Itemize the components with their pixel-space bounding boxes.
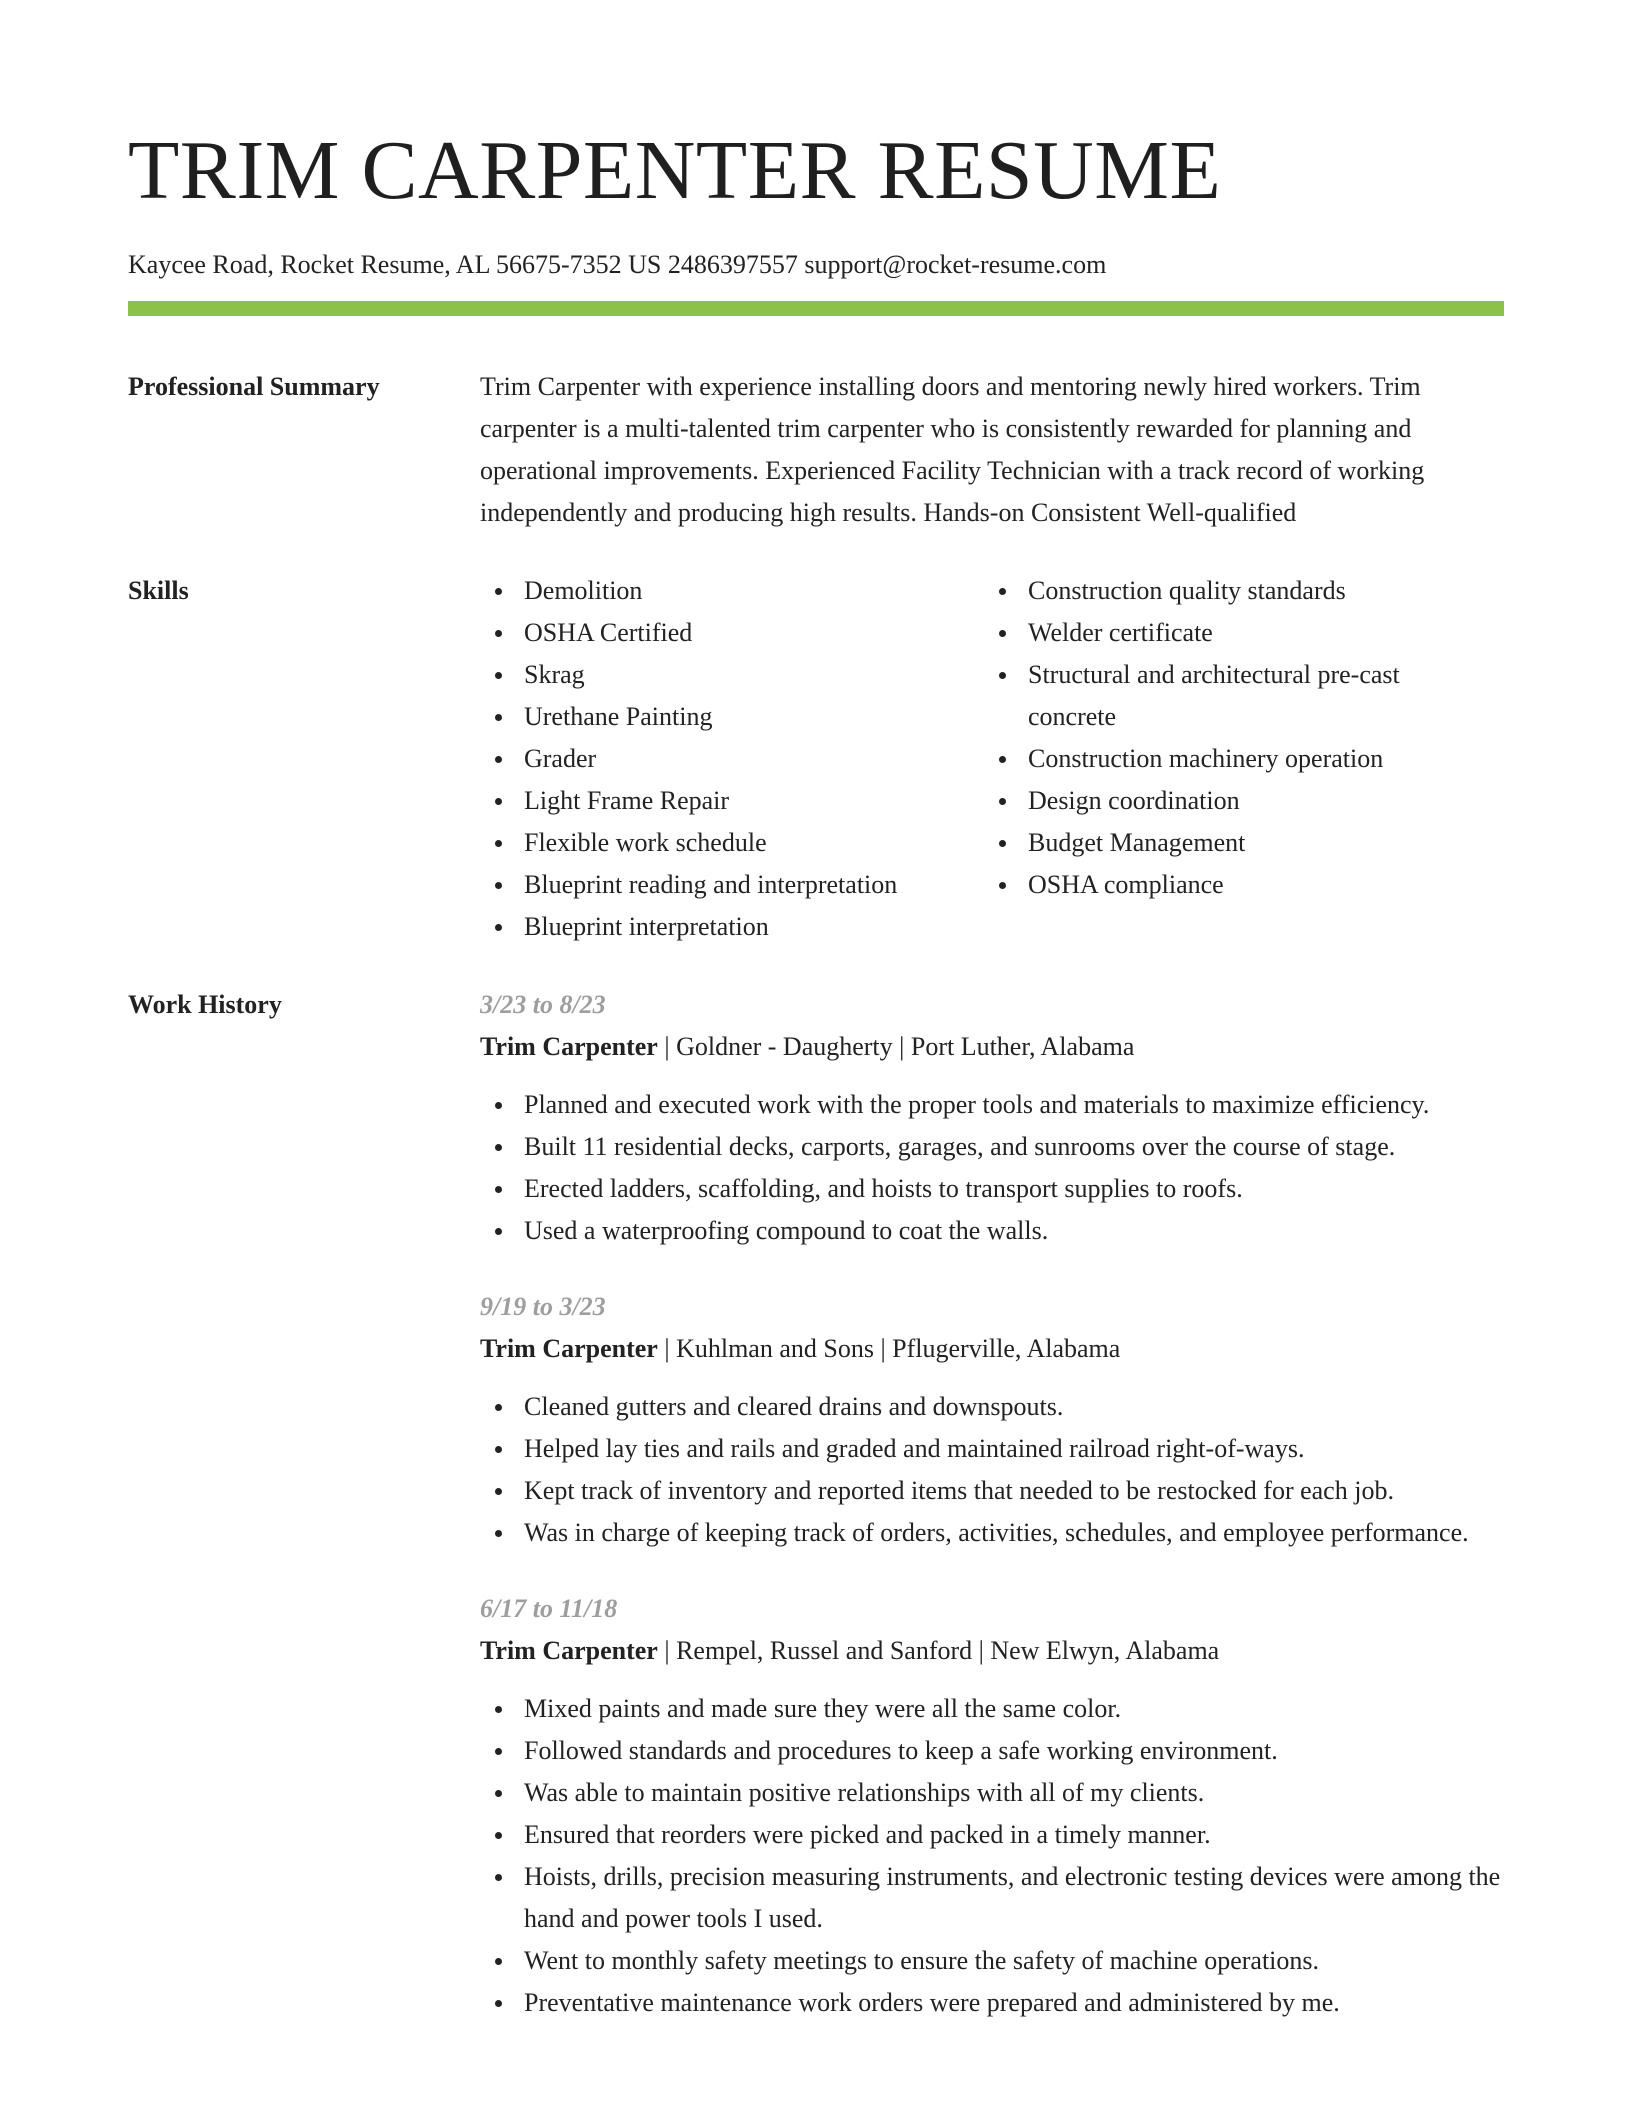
job-role: Trim Carpenter	[480, 1032, 658, 1061]
job-duty: Helped lay ties and rails and graded and maintained railroad right-of-ways.	[480, 1428, 1504, 1470]
job-duty: Erected ladders, scaffolding, and hoists to transport supplies to roofs.	[480, 1168, 1504, 1210]
skill-item: OSHA compliance	[984, 864, 1488, 906]
job-duty: Was in charge of keeping track of orders, activities, schedules, and employee performance.	[480, 1512, 1504, 1554]
job-entry	[480, 1588, 1504, 2024]
skill-item: Grader	[480, 738, 984, 780]
resume-title: TRIM CARPENTER RESUME	[128, 124, 1222, 217]
summary-section	[128, 366, 1504, 534]
skills-list-left	[480, 570, 984, 948]
skills-list-right	[984, 570, 1488, 948]
skills-heading: Skills	[128, 576, 189, 605]
job-duty: Built 11 residential decks, carports, garages, and sunrooms over the course of stage.	[480, 1126, 1504, 1168]
job-role: Trim Carpenter	[480, 1636, 658, 1665]
job-company-location: | Goldner - Daugherty | Port Luther, Alabama	[657, 1032, 1135, 1061]
job-duty: Cleaned gutters and cleared drains and downspouts.	[480, 1386, 1504, 1428]
job-title-line	[480, 1026, 1504, 1068]
job-duty: Used a waterproofing compound to coat the walls.	[480, 1210, 1504, 1252]
job-duty: Mixed paints and made sure they were all the same color.	[480, 1688, 1504, 1730]
job-duties	[480, 1688, 1504, 2024]
job-duty: Hoists, drills, precision measuring instruments, and electronic testing devices were among the hand and power tools I used.	[480, 1856, 1504, 1940]
skill-item: Construction machinery operation	[984, 738, 1488, 780]
skill-item: Structural and architectural pre-cast concrete	[984, 654, 1488, 738]
skill-item: Flexible work schedule	[480, 822, 984, 864]
job-duty: Planned and executed work with the proper tools and materials to maximize efficiency.	[480, 1084, 1504, 1126]
job-duty: Was able to maintain positive relationships with all of my clients.	[480, 1772, 1504, 1814]
skill-item: Budget Management	[984, 822, 1488, 864]
contact-line: Kaycee Road, Rocket Resume, AL 56675-7352 US 2486397557 support@rocket-resume.com	[128, 250, 1107, 279]
skill-item: Design coordination	[984, 780, 1488, 822]
job-entry	[480, 984, 1504, 1252]
work-history-section	[128, 984, 1504, 2024]
skill-item: Blueprint reading and interpretation	[480, 864, 984, 906]
work-history-list	[480, 984, 1504, 2024]
skill-item: Demolition	[480, 570, 984, 612]
job-role: Trim Carpenter	[480, 1334, 658, 1363]
job-dates: 3/23 to 8/23	[480, 990, 606, 1019]
job-duties	[480, 1084, 1504, 1252]
skill-item: Construction quality standards	[984, 570, 1488, 612]
job-duty: Preventative maintenance work orders were prepared and administered by me.	[480, 1982, 1504, 2024]
skill-item: Skrag	[480, 654, 984, 696]
job-entry	[480, 1286, 1504, 1554]
skill-item: Welder certificate	[984, 612, 1488, 654]
skill-item: Blueprint interpretation	[480, 906, 984, 948]
job-title-line	[480, 1630, 1504, 1672]
job-duty: Ensured that reorders were picked and packed in a timely manner.	[480, 1814, 1504, 1856]
resume-page	[128, 124, 1504, 2024]
skills-section	[128, 570, 1504, 948]
job-dates: 6/17 to 11/18	[480, 1594, 618, 1623]
summary-heading: Professional Summary	[128, 372, 380, 401]
skill-item: Light Frame Repair	[480, 780, 984, 822]
job-duties	[480, 1386, 1504, 1554]
job-company-location: | Rempel, Russel and Sanford | New Elwyn, Alabama	[657, 1636, 1220, 1665]
summary-text: Trim Carpenter with experience installing doors and mentoring newly hired workers. Trim carpenter is a multi-talented trim carpenter who is consistently rewarded for planning and operational improvements. Experienced Facility Technician with a track record of working independently and producing high results. Hands-on Consistent Well-qualified	[480, 372, 1425, 527]
job-dates: 9/19 to 3/23	[480, 1292, 606, 1321]
job-title-line	[480, 1328, 1504, 1370]
job-company-location: | Kuhlman and Sons | Pflugerville, Alabama	[657, 1334, 1121, 1363]
skills-columns	[480, 570, 1504, 948]
skill-item: Urethane Painting	[480, 696, 984, 738]
job-duty: Followed standards and procedures to keep a safe working environment.	[480, 1730, 1504, 1772]
accent-divider	[128, 301, 1504, 316]
work-history-heading: Work History	[128, 990, 282, 1019]
job-duty: Kept track of inventory and reported items that needed to be restocked for each job.	[480, 1470, 1504, 1512]
skill-item: OSHA Certified	[480, 612, 984, 654]
job-duty: Went to monthly safety meetings to ensure the safety of machine operations.	[480, 1940, 1504, 1982]
